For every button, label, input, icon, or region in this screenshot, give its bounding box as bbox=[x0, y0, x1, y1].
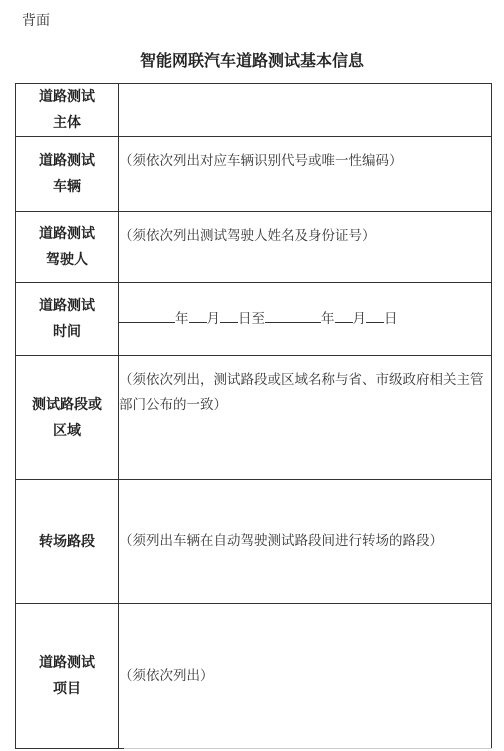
content-time[interactable] bbox=[119, 283, 492, 356]
info-table bbox=[15, 83, 492, 749]
content-subject[interactable] bbox=[119, 84, 492, 137]
start-month-unit: 月 bbox=[206, 310, 220, 327]
label-time-line1: 道路测试 bbox=[39, 298, 95, 314]
label-time-line2: 时间 bbox=[53, 324, 81, 340]
label-route bbox=[16, 356, 119, 480]
end-day-unit: 日 bbox=[384, 310, 398, 327]
table-row-vehicle bbox=[16, 137, 492, 212]
label-driver bbox=[16, 212, 119, 283]
page-title: 智能网联汽车道路测试基本信息 bbox=[139, 51, 364, 70]
content-items[interactable]: （须依次列出） bbox=[119, 604, 492, 749]
table-row-time bbox=[16, 283, 492, 356]
table-row-route bbox=[16, 356, 492, 480]
label-items-line1: 道路测试 bbox=[39, 655, 95, 671]
label-subject-line1: 道路测试 bbox=[39, 89, 95, 105]
start-day-to: 日至 bbox=[238, 310, 265, 327]
label-subject-line2: 主体 bbox=[53, 115, 81, 131]
end-year-blank[interactable] bbox=[265, 308, 321, 323]
label-subject bbox=[16, 84, 119, 137]
content-driver[interactable]: （须依次列出测试驾驶人姓名及身份证号） bbox=[119, 212, 492, 283]
back-side-label: 背面 bbox=[22, 13, 50, 29]
label-items-line2: 项目 bbox=[53, 681, 81, 697]
label-vehicle-line1: 道路测试 bbox=[39, 153, 95, 169]
label-transfer bbox=[16, 480, 119, 604]
start-day-blank[interactable] bbox=[220, 308, 238, 323]
start-year-blank[interactable] bbox=[119, 308, 175, 323]
label-route-line1: 测试路段或 bbox=[32, 396, 102, 413]
table-row-items bbox=[16, 604, 492, 749]
table-row-driver bbox=[16, 212, 492, 283]
end-month-blank[interactable] bbox=[335, 308, 353, 323]
table-row-subject bbox=[16, 84, 492, 137]
label-vehicle-line2: 车辆 bbox=[53, 179, 81, 195]
label-driver-line1: 道路测试 bbox=[39, 226, 95, 242]
content-route[interactable]: （须依次列出，测试路段或区域名称与省、市级政府相关主管部门公布的一致） bbox=[119, 356, 492, 480]
start-year-unit: 年 bbox=[175, 310, 189, 327]
content-vehicle[interactable]: （须依次列出对应车辆识别代号或唯一性编码） bbox=[119, 137, 492, 212]
label-transfer-line1: 转场路段 bbox=[39, 533, 95, 550]
end-year-unit: 年 bbox=[321, 310, 335, 327]
label-items bbox=[16, 604, 119, 749]
bottom-divider bbox=[124, 748, 492, 749]
end-day-blank[interactable] bbox=[366, 308, 384, 323]
end-month-unit: 月 bbox=[352, 310, 366, 327]
start-month-blank[interactable] bbox=[189, 308, 207, 323]
label-route-line2: 区域 bbox=[53, 422, 81, 439]
label-vehicle bbox=[16, 137, 119, 212]
label-driver-line2: 驾驶人 bbox=[46, 252, 88, 268]
label-time bbox=[16, 283, 119, 356]
content-transfer[interactable]: （须列出车辆在自动驾驶测试路段间进行转场的路段） bbox=[119, 480, 492, 604]
table-row-transfer bbox=[16, 480, 492, 604]
